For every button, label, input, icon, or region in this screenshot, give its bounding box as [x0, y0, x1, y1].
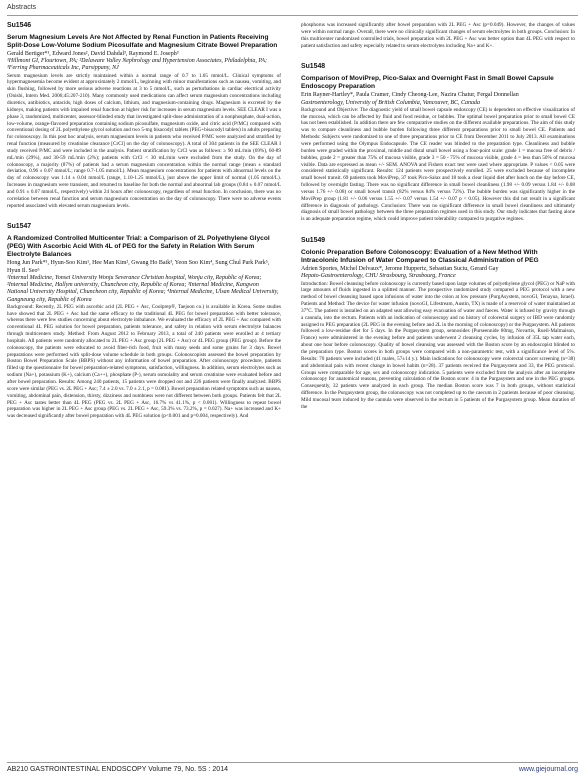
abstract-authors: Adrien Sportes, Michel Delvaux*, Jerome Huppertz, Sebastian Suciu, Gerard Gay [301, 266, 499, 273]
abstract-body: phosphorus was increased significantly after bowel preparation with 2L PEG + Asc (p=0.049). However, the changes of values were within normal range. Overall, there were no clinically significant changes of serum electrolytes in both groups. Conclusion: In this multicenter randomized controlled trials, bowel preparation with 2L PEG + Asc was better option than 4L PEG with respect to patient satisfaction and safety especially related to serum electrolytes including Na+ and K+. [301, 22, 575, 49]
abstract-affiliation: Hepato-Gastroenterology, CHU Strasbourg, Strasbourg, France [301, 273, 456, 280]
abstract-id: Su1549 [301, 237, 326, 245]
left-column [7, 22, 281, 426]
abstract-su1546 [7, 22, 281, 209]
abstract-su1548 [301, 63, 575, 223]
footer-rule [7, 762, 578, 763]
abstract-authors: Erin Rayner-Hartley*, Paula Cramer, Cindy Cheong-Lee, Nazira Chatur, Fergal Donnellan [301, 92, 519, 99]
abstract-su1547-continued [301, 22, 575, 49]
journal-website-link[interactable]: www.giejournal.org [518, 766, 578, 773]
abstract-title: Comparison of MoviPrep, Pico-Salax and Overnight Fast in Small Bowel Capsule Endoscopy Preparation [301, 75, 554, 91]
abstract-title: Colonic Preparation Before Colonoscopy: Evaluation of a New Method With Intracolonic Infusion of Water Compared to Classical Administration of PEG [301, 249, 539, 265]
abstract-title: A Randomized Controlled Multicenter Trial: a Comparison of 2L Polyethylene Glycol (PEG) With Ascorbic Acid With 4L of PEG for the Safety in Relation With Serum Electrolyte Balances [7, 235, 270, 259]
abstract-id: Su1548 [301, 63, 326, 71]
abstract-id: Su1546 [7, 22, 32, 29]
journal-citation: AB210 GASTROINTESTINAL ENDOSCOPY Volume 79, No. 5S : 2014 [7, 766, 228, 773]
abstract-body: Background: Recently, 2L PEG with ascorbic acid (2L PEG + Asc, Coolprep®, Taejoon co.) is available in Korea. Some studies have showed that 2L PEG + Asc had the same efficacy to the traditional 4L PEG for bowel preparation with better tolerance, whereas there were few studies concerning about electrolyte imbalance. We evaluated the efficacy of 2L PEG + Asc compared with conventional 4L PEG solution for bowel preparation, patients tolerance, and safety in relation with serum electrolyte balances through multicenters study. Method: From August 2012 to February 2013, a total of 240 patients were enrolled at 4 tertiary hospitals. All patients were randomly allocated to 2L PEG + Asc group (2L PEG + Asc) or 4L PEG group (PEG group). Before the colonoscopy, the patients were educated to avoid fiber-rich food, fruit with many seeds and some grains for 3 days. Bowel preparations were performed with split-dose volume schedule in both groups. Colonoscopists assessed the bowel preparation by Boston Bowel Preparation Scale (BBPS) without any information of bowel preparation. After colonoscopy procedure, patients filled up the questionnaire for bowel preparation-related symptoms, satisfaction, willingness. In addition, serum electrolytes such as sodium (Na+), potassium (K+), calcium (Ca++), phosphate (P-), serum osmolality and serum creatinine were evaluated before and after bowel preparation. Results: Among 240 patients, 15 patients were dropped out and 226 patients were finally analyzed. BBPS score were similar (PEG vs. 2L PEG + Asc; 7.4 ± 2.0 vs. 7.0 ± 2.1, p = 0.081). Bowel preparation related symptoms such as nausea, vomiting, abdominal pain, distension, thirsty, dizziness and numbness were not different between both groups. Patients felt that 2L PEG + Asc tastes better than 4L PEG (PEG vs. 2L PEG + Asc, 16.7% vs 41.1%, p < 0.001). Willingness to repeat bowel preparation was higher in 2L PEG + Asc group (PEG vs. 2L PEG + Asc, 59.3% vs. 73.2%, p = 0.027). Na+ was increased and K+ was decreased significantly after bowel preparation with 4L PEG solution (p<0.001 and p=0.004, respectively). And [7, 303, 281, 420]
abstract-su1547 [7, 223, 281, 420]
abstract-body: Serum magnesium levels are strictly maintained within a normal range of 0.7 to 1.05 mmol/L. Clinical symptoms of hypermagnesemia become evident at approximately 2 mmol/L, beginning with minor manifestations such as nausea, vomiting, and skin flushing, followed by more serious adverse reactions at 3 to 5 mmol/L, such as perturbations in cardiac electrical activity (Onishi, Intern Med. 2006;45:207-210). Many commonly used medications can affect serum magnesium concentrations including diuretics, antibiotics, antacids, high doses of calcium, lithium, and magnesium-containing drugs. Magnesium is excreted by the kidneys, making patients with impaired renal function at higher risk for increases in serum magnesium levels. SEE CLEAR I was a phase 3, randomized, multicenter, assessor-blinded study that investigated split-dose administration of a nonphosphate, dual-action, low-volume, orange-flavored preparation containing sodium picosulfate, magnesium oxide, and citric acid (P/MC) compared with conventional dosing of 2L polyethylene glycol solution and two 5-mg bisacodyl tablets (PEG+bisacodyl tablets) in adults preparing for colonoscopy. In this post hoc analysis, serum magnesium levels in patients who received P/MC were analyzed and stratified by renal function (measured by creatinine clearance [CrCl] on the day of colonoscopy). A total of 304 patients in the SEE CLEAR I study received P/MC and were included in the analysis. Patient stratification by CrCl was as follows: ≥ 90 mL/min (69%), 60-89 mL/min (29%), and 30-59 mL/min (2%); patients with CrCl < 30 mL/min were excluded from the study. On the day of colonoscopy, a majority (87%) of patients had a serum magnesium concentration within the normal range (mean ± standard deviation, 0.96 ± 0.07 mmol/L; range 0.7-1.05 mmol/L). Mean magnesium concentrations for patients with abnormal levels on the day of colonoscopy was 1.14 ± 0.04 mmol/L (range, 1.10-1.25 mmol/L), just above the upper limit of normal (1.05 mmol/L). Increases in magnesium were transient, and returned to baseline for both the normal and abnormal lab groups (0.84 ± 0.07 mmol/L and 0.91 ± 0.07 mmol/L, respectively) within 24 hours after colonoscopy, regardless of renal function. In conclusion, there was no correlation between renal function and serum magnesium concentration on the day of colonoscopy. There were no adverse events reported associated with elevated serum magnesium levels. [7, 72, 281, 209]
abstract-affiliation: Gastroenterology, University of British Columbia, Vancouver, BC, Canada [301, 99, 481, 106]
page-header [7, 4, 578, 16]
abstract-affiliation: ¹Internal Medicine, Yonsei University Wonju Severance Christian hospital, Wonju city, Republic of Korea; ²Internal Medicine, Hallym university, Chuncheon city, Republic of Korea; ³Internal Medicine, Kangwon National University Hospital, Chuncheon city, Republic of Korea; ⁴Internal Medicine, Ulsan Medical University, Gangneung city, Republic of Korea [7, 274, 279, 303]
abstract-authors: Hong Jun Park*¹, Hyun-Soo Kim¹, Hee Man Kim², Gwang Ho Baik³, Yeon Soo Kim⁴, Sung Chul Park Park⁵, Hyun Il. Seo⁶ [7, 260, 270, 274]
abstract-authors: Gerald Bertiger*¹, Edward Jones², David Dahdal³, Raymond E. Joseph³ [7, 51, 179, 57]
section-title: Abstracts [7, 4, 37, 11]
abstract-affiliation: ¹Hillmont GI, Flourtown, PA; ²Delaware Valley Nephrology and Hypertension Associates, Philadelphia, PA; ³Ferring Pharmaceuticals Inc, Parsippany, NJ [7, 58, 267, 72]
abstract-id: Su1547 [7, 223, 32, 231]
abstract-body: Introduction: Bowel cleansing before colonoscopy is currently based upon large volumes of polyethylene glycol (PEG) or NaP with large amounts of fluids ingested in a splitted manner. The prospective randomized study compared a PEG protocol with a new method of bowel cleansing based upon infusions of water into the colon at low pressure (PurgAsystem, novoGI, Tenayua, Israel). Patients and Method: The device for water infusion (novoGI, Lifestream, Austin, TX) is made of a reservoir of water maintained at 37°C. The patient is installed on an adapted seat allowing easy evacuation of water and faeces. Water is infused by gravity through a cannula, into the rectum. Patients with an indication of colonoscopy and no history of colorectal surgery or IBD were randomly assigned to PEG preparation (2L PEG in the evening before and 2L in the morning of colonoscopy) or the Purgasystem. All patients followed a low-residue diet for 5 days. In the Purgasystem group, sennosides (Purseennide 80mg, Novartis, Rueil-Malmaison, France) were administered in the evening before and patients underwent 2 cleansing cycles, by infusion of 35L tap water each, about one hour before colonoscopy. Quality of bowel cleansing was assessed with the Boston score by an endoscopist blinded to the preparation type. Boston scores in both groups were compared with a non-parametric test, with a significance level of 5%. Results: 70 patients were included (41 males, 57±14 y.). Main indications for colonoscopy were colorectal cancer screening (n=38) and abdominal pain with recent change in bowel habits (n=28). 37 patients received the Purgasystem and 33, the PEG protocol. Groups were comparable for age, sex and colonoscopy indication. 5 patients were excluded from the analysis after an incomplete colonoscopy for anatomical reasons, preventing calculation of the Boston score: 4 in the Purgasystem and one in the PEG groups. Consequently, 32 patients were analyzed in each group. The median Boston score was 7 in both groups, without statistical difference. In the Purgasystem group, the colonoscopy was not completed up to the caecum in 2 patients because of poor cleansing. Mild mucosal tears induced by the cannula were observed in the rectum in 5 patients of the Purgasystem group. Mean duration of the [301, 280, 575, 410]
abstract-body: Background and Objective: The diagnostic yield of small bowel capsule endoscopy (CE) is dependent on effective visualization of the mucosa, which can be affected by fluid and food residue, or bubbles. The optimal bowel preparation prior to small bowel CE has not been established. In addition there are few comparative studies on the different available preparations. The aim of this study was to compare cleanliness and bubble burden following three different preparations prior to small bowel CE. Patients and Methods: Subjects were randomized to one of three preparations prior to CE from December 2011 to July 2013. All examinations were performed using the Olympus Endocapsule. The CE reader was blinded to the preparation type. Cleanliness and bubble burden were graded within the proximal, middle and distal small bowel using a four-point scale: grade 1 = mucosa free of debris / bubbles, grade 2 = greater than 75% of mucosa visible, grade 3 = 50 - 75% of mucosa visible, grade 4 = less than 50% of mucosa visible. Data are expressed as mean +/- SEM. ANOVA and Fishers exact test were used where appropriate. P values < 0.05 were considered statistically significant. Results: 124 patients were prospectively enrolled. 25 were excluded because of incomplete small bowel transit. 69 patients took MoviPrep, 37 took Pico-Salax and 18 took a clear liquid diet after lunch on the day before CE, followed by overnight fasting. There was no significant difference in small bowel cleanliness (1.98 +/- 0.09 versus 1.84 +/- 0.08 versus 1.76 +/- 0.08) or small bowel transit (82% versus 84% versus 72%). The bubble burden was significantly higher in the MoviPrep group (1.81 +/- 0.06 versus 1.55 +/- 0.07 versus 1.54 +/- 0.07 p < 0.05). However this did not result in a significant difference in diagnosis of pathology. Conclusion: There was no significant difference in small bowel cleanliness and ultimately diagnosis of small bowel pathology between the three preparation regimes used in this study. Our study indicates that fasting alone is an adequate preparation regime, which could improve patient tolerability compared to purgative regimes. [301, 106, 575, 223]
header-rule [7, 15, 578, 16]
abstract-title: Serum Magnesium Levels Are Not Affected by Renal Function in Patients Receiving Split-Dose Low-Volume Sodium Picosulfate and Magnesium Citrate Bowel Preparation [7, 34, 278, 49]
page-footer [7, 762, 578, 778]
right-column [301, 22, 575, 417]
abstract-su1549 [301, 237, 575, 410]
